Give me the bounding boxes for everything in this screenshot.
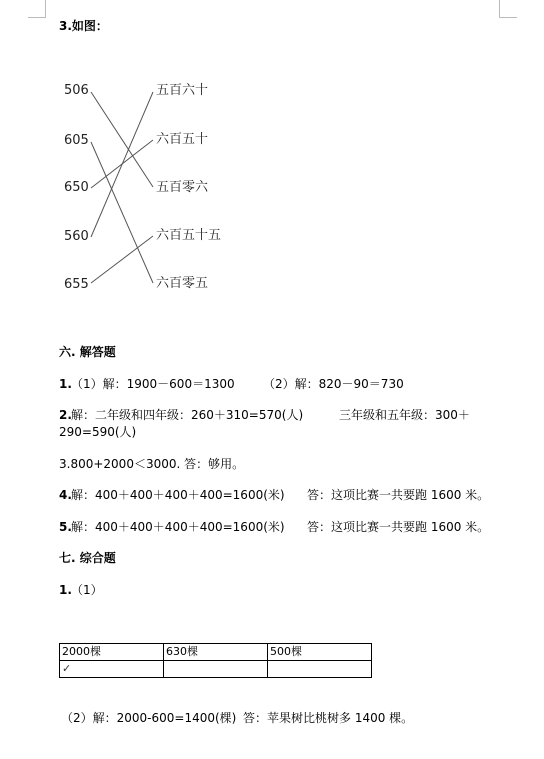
q7-1-part: （1） bbox=[71, 583, 103, 597]
answer-3: 3.800+2000＜3000. 答：够用。 bbox=[59, 457, 245, 471]
answer-1-part2: （2）解：820－90＝730 bbox=[263, 377, 404, 391]
number-560: 560 bbox=[64, 229, 89, 244]
table-header-cell: 500棵 bbox=[268, 644, 372, 661]
answer-5-reply: 答：这项比赛一共要跑 1600 米。 bbox=[307, 520, 490, 534]
answer-4-reply: 答：这项比赛一共要跑 1600 米。 bbox=[307, 488, 490, 502]
table-header-cell: 630棵 bbox=[164, 644, 268, 661]
answer-4-num: 4. bbox=[59, 488, 72, 502]
answer-1-part1: （1）解：1900－600＝1300 bbox=[71, 377, 235, 391]
answer-4-text: 解：400＋400＋400＋400=1600(米) bbox=[71, 488, 285, 502]
table-header-cell: 2000棵 bbox=[60, 644, 164, 661]
q7-1-num: 1. bbox=[59, 583, 72, 597]
q7-2-text: （2）解：2000-600=1400(棵) bbox=[61, 711, 237, 725]
word-605: 六百零五 bbox=[156, 276, 209, 291]
answer-2-line2: 290=590(人) bbox=[59, 425, 137, 439]
number-655: 655 bbox=[64, 277, 89, 292]
word-650: 六百五十 bbox=[156, 132, 209, 147]
word-560: 五百六十 bbox=[156, 83, 209, 98]
tree-count-table bbox=[59, 643, 372, 678]
match-line-605 bbox=[91, 142, 153, 283]
number-650: 650 bbox=[64, 180, 89, 195]
table-row bbox=[60, 644, 372, 661]
word-655: 六百五十五 bbox=[156, 228, 222, 243]
empty-cell bbox=[164, 661, 268, 678]
match-line-506 bbox=[91, 92, 153, 187]
answer-2-line1b: 三年级和五年级：300＋ bbox=[339, 408, 470, 422]
word-506: 五百零六 bbox=[156, 180, 209, 195]
answer-2-line1: 解：二年级和四年级：260＋310=570(人) bbox=[71, 408, 304, 422]
section-6-title: 六. 解答题 bbox=[59, 345, 116, 359]
q7-2-answer: 答：苹果树比桃树多 1400 棵。 bbox=[243, 711, 414, 725]
answer-1-num: 1. bbox=[59, 377, 72, 391]
empty-cell bbox=[268, 661, 372, 678]
number-506: 506 bbox=[64, 83, 89, 98]
table-row bbox=[60, 661, 372, 678]
matching-lines bbox=[0, 0, 544, 320]
check-mark-cell bbox=[60, 661, 164, 678]
section-7-title: 七. 综合题 bbox=[59, 551, 116, 565]
check-mark-icon: ✓ bbox=[62, 662, 72, 675]
match-line-560 bbox=[91, 92, 153, 237]
answer-5-text: 解：400＋400＋400＋400=1600(米) bbox=[71, 520, 285, 534]
answer-2-num: 2. bbox=[59, 408, 72, 422]
q3-heading: 3.如图： bbox=[59, 19, 108, 33]
number-605: 605 bbox=[64, 133, 89, 148]
match-line-655 bbox=[91, 236, 153, 283]
answer-5-num: 5. bbox=[59, 520, 72, 534]
